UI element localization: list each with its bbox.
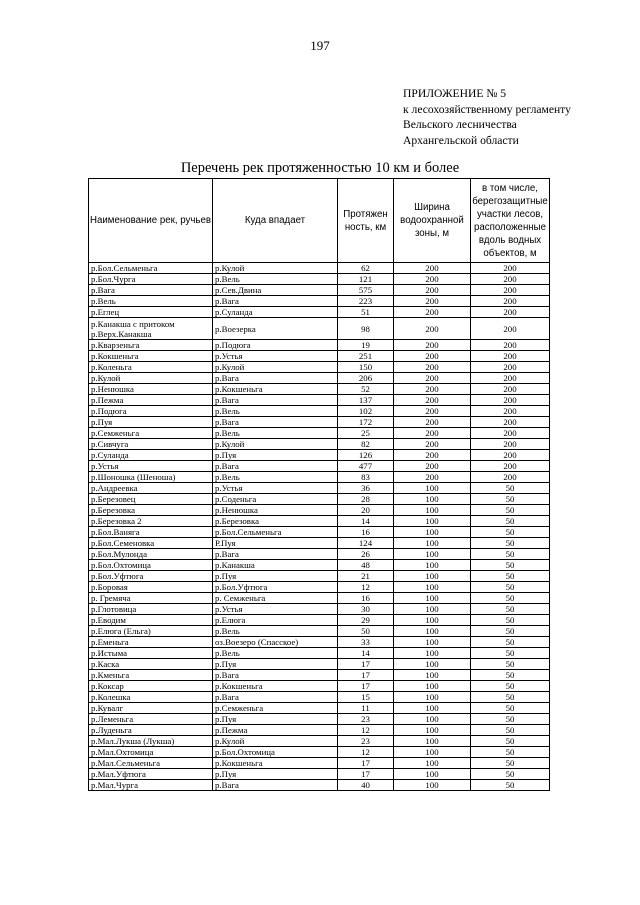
zone-width-cell: 100 bbox=[394, 538, 471, 549]
river-name-cell: р.Вага bbox=[89, 285, 213, 296]
length-cell: 12 bbox=[338, 582, 394, 593]
flows-into-cell: р.Вага bbox=[213, 461, 338, 472]
table-row bbox=[89, 461, 550, 472]
flows-into-cell: р.Вага bbox=[213, 692, 338, 703]
length-cell: 172 bbox=[338, 417, 394, 428]
shore-width-cell: 50 bbox=[471, 736, 550, 747]
flows-into-cell: р.Вель bbox=[213, 428, 338, 439]
flows-into-cell: р.Елюга bbox=[213, 615, 338, 626]
length-cell: 25 bbox=[338, 428, 394, 439]
zone-width-cell: 200 bbox=[394, 395, 471, 406]
table-row bbox=[89, 483, 550, 494]
length-cell: 12 bbox=[338, 725, 394, 736]
table-row bbox=[89, 626, 550, 637]
river-name-cell: р.Ненюшка bbox=[89, 384, 213, 395]
length-cell: 12 bbox=[338, 747, 394, 758]
river-name-cell: р.Истыма bbox=[89, 648, 213, 659]
table-row bbox=[89, 296, 550, 307]
table-row bbox=[89, 538, 550, 549]
river-name-cell: р.Елюга (Ельга) bbox=[89, 626, 213, 637]
flows-into-cell: р.Кокшеньга bbox=[213, 758, 338, 769]
table-row bbox=[89, 692, 550, 703]
flows-into-cell: р. Семженьга bbox=[213, 593, 338, 604]
flows-into-cell: р.Березовка bbox=[213, 516, 338, 527]
length-cell: 14 bbox=[338, 648, 394, 659]
shore-width-cell: 50 bbox=[471, 648, 550, 659]
river-name-cell: р. Гремяча bbox=[89, 593, 213, 604]
shore-width-cell: 50 bbox=[471, 527, 550, 538]
length-cell: 575 bbox=[338, 285, 394, 296]
shore-width-cell: 50 bbox=[471, 714, 550, 725]
length-cell: 17 bbox=[338, 681, 394, 692]
length-cell: 40 bbox=[338, 780, 394, 791]
flows-into-cell: р.Вель bbox=[213, 472, 338, 483]
shore-width-cell: 200 bbox=[471, 439, 550, 450]
zone-width-cell: 100 bbox=[394, 582, 471, 593]
table-row bbox=[89, 582, 550, 593]
zone-width-cell: 100 bbox=[394, 670, 471, 681]
flows-into-cell: р.Пежма bbox=[213, 725, 338, 736]
zone-width-cell: 100 bbox=[394, 659, 471, 670]
length-cell: 121 bbox=[338, 274, 394, 285]
length-cell: 33 bbox=[338, 637, 394, 648]
river-name-cell: р.Подюга bbox=[89, 406, 213, 417]
shore-width-cell: 200 bbox=[471, 340, 550, 351]
river-name-cell: р.Колешка bbox=[89, 692, 213, 703]
table-row bbox=[89, 604, 550, 615]
table-row bbox=[89, 351, 550, 362]
flows-into-cell: р.Кокшеньга bbox=[213, 384, 338, 395]
flows-into-cell: р.Вель bbox=[213, 626, 338, 637]
zone-width-cell: 200 bbox=[394, 428, 471, 439]
length-cell: 20 bbox=[338, 505, 394, 516]
table-row bbox=[89, 274, 550, 285]
shore-width-cell: 50 bbox=[471, 681, 550, 692]
length-cell: 206 bbox=[338, 373, 394, 384]
table-row bbox=[89, 494, 550, 505]
header-river-name: Наименование рек, ручьев bbox=[89, 179, 213, 263]
zone-width-cell: 200 bbox=[394, 461, 471, 472]
flows-into-cell: р.Кокшеньга bbox=[213, 681, 338, 692]
flows-into-cell: р.Кулой bbox=[213, 362, 338, 373]
shore-width-cell: 200 bbox=[471, 318, 550, 340]
table-row bbox=[89, 659, 550, 670]
river-name-cell: р.Пежма bbox=[89, 395, 213, 406]
river-name-cell: р.Еглец bbox=[89, 307, 213, 318]
river-name-cell: р.Кокшеньга bbox=[89, 351, 213, 362]
river-name-cell: р.Бол.Охтомица bbox=[89, 560, 213, 571]
river-name-cell: р.Леменьга bbox=[89, 714, 213, 725]
table-row bbox=[89, 560, 550, 571]
length-cell: 50 bbox=[338, 626, 394, 637]
length-cell: 23 bbox=[338, 714, 394, 725]
zone-width-cell: 100 bbox=[394, 483, 471, 494]
flows-into-cell: р.Семженьга bbox=[213, 703, 338, 714]
table-row bbox=[89, 648, 550, 659]
table-row bbox=[89, 428, 550, 439]
flows-into-cell: р.Кулой bbox=[213, 439, 338, 450]
river-name-cell: р.Вель bbox=[89, 296, 213, 307]
length-cell: 17 bbox=[338, 659, 394, 670]
river-name-cell: р.Бол.Мулонда bbox=[89, 549, 213, 560]
flows-into-cell: р.Бол.Сельменьга bbox=[213, 527, 338, 538]
table-row bbox=[89, 714, 550, 725]
flows-into-cell: р.Вага bbox=[213, 373, 338, 384]
length-cell: 28 bbox=[338, 494, 394, 505]
flows-into-cell: р.Бол.Охтомица bbox=[213, 747, 338, 758]
zone-width-cell: 100 bbox=[394, 681, 471, 692]
zone-width-cell: 200 bbox=[394, 373, 471, 384]
flows-into-cell: р.Устья bbox=[213, 483, 338, 494]
table-row bbox=[89, 780, 550, 791]
shore-width-cell: 200 bbox=[471, 450, 550, 461]
table-row bbox=[89, 307, 550, 318]
table-row bbox=[89, 637, 550, 648]
length-cell: 17 bbox=[338, 670, 394, 681]
shore-width-cell: 200 bbox=[471, 384, 550, 395]
shore-width-cell: 200 bbox=[471, 395, 550, 406]
length-cell: 23 bbox=[338, 736, 394, 747]
shore-width-cell: 200 bbox=[471, 296, 550, 307]
table-row bbox=[89, 450, 550, 461]
river-name-cell: р.Березовка bbox=[89, 505, 213, 516]
shore-width-cell: 200 bbox=[471, 307, 550, 318]
shore-width-cell: 50 bbox=[471, 615, 550, 626]
table-row bbox=[89, 769, 550, 780]
river-name-cell: р.Глотовица bbox=[89, 604, 213, 615]
flows-into-cell: р.Сев.Двина bbox=[213, 285, 338, 296]
zone-width-cell: 100 bbox=[394, 549, 471, 560]
shore-width-cell: 50 bbox=[471, 549, 550, 560]
shore-width-cell: 50 bbox=[471, 582, 550, 593]
river-name-cell: р.Канакша с притоком р.Верх.Канакша bbox=[89, 318, 213, 340]
table-row bbox=[89, 527, 550, 538]
zone-width-cell: 200 bbox=[394, 384, 471, 395]
length-cell: 62 bbox=[338, 263, 394, 274]
table-body bbox=[89, 263, 550, 791]
river-name-cell: р.Бол.Чурга bbox=[89, 274, 213, 285]
shore-width-cell: 50 bbox=[471, 604, 550, 615]
table-row bbox=[89, 736, 550, 747]
zone-width-cell: 100 bbox=[394, 769, 471, 780]
length-cell: 21 bbox=[338, 571, 394, 582]
river-name-cell: р.Мал.Чурга bbox=[89, 780, 213, 791]
table-row bbox=[89, 362, 550, 373]
zone-width-cell: 100 bbox=[394, 527, 471, 538]
length-cell: 98 bbox=[338, 318, 394, 340]
length-cell: 17 bbox=[338, 769, 394, 780]
flows-into-cell: р.Бол.Уфтюга bbox=[213, 582, 338, 593]
shore-width-cell: 50 bbox=[471, 637, 550, 648]
table-row bbox=[89, 516, 550, 527]
table-row bbox=[89, 373, 550, 384]
flows-into-cell: р.Подюга bbox=[213, 340, 338, 351]
river-name-cell: р.Мал.Сельменьга bbox=[89, 758, 213, 769]
shore-width-cell: 50 bbox=[471, 516, 550, 527]
shore-width-cell: 50 bbox=[471, 571, 550, 582]
zone-width-cell: 100 bbox=[394, 747, 471, 758]
zone-width-cell: 100 bbox=[394, 692, 471, 703]
flows-into-cell: р.Устья bbox=[213, 604, 338, 615]
table-title: Перечень рек протяженностью 10 км и более bbox=[180, 160, 460, 176]
table-row bbox=[89, 285, 550, 296]
zone-width-cell: 100 bbox=[394, 604, 471, 615]
flows-into-cell: р.Ненюшка bbox=[213, 505, 338, 516]
page-number: 197 bbox=[310, 38, 330, 53]
shore-width-cell: 200 bbox=[471, 428, 550, 439]
river-name-cell: р.Сивчуга bbox=[89, 439, 213, 450]
shore-width-cell: 50 bbox=[471, 725, 550, 736]
table-row bbox=[89, 439, 550, 450]
length-cell: 251 bbox=[338, 351, 394, 362]
shore-width-cell: 200 bbox=[471, 406, 550, 417]
flows-into-cell: р.Кулой bbox=[213, 263, 338, 274]
length-cell: 16 bbox=[338, 527, 394, 538]
table-row bbox=[89, 615, 550, 626]
flows-into-cell: р.Пуя bbox=[213, 769, 338, 780]
flows-into-cell: р.Пуя bbox=[213, 450, 338, 461]
zone-width-cell: 100 bbox=[394, 725, 471, 736]
shore-width-cell: 50 bbox=[471, 483, 550, 494]
flows-into-cell: р.Вага bbox=[213, 395, 338, 406]
zone-width-cell: 200 bbox=[394, 351, 471, 362]
length-cell: 26 bbox=[338, 549, 394, 560]
length-cell: 126 bbox=[338, 450, 394, 461]
shore-width-cell: 50 bbox=[471, 692, 550, 703]
length-cell: 82 bbox=[338, 439, 394, 450]
table-row bbox=[89, 670, 550, 681]
river-name-cell: р.Коленьга bbox=[89, 362, 213, 373]
length-cell: 124 bbox=[338, 538, 394, 549]
zone-width-cell: 100 bbox=[394, 637, 471, 648]
table-row bbox=[89, 549, 550, 560]
river-name-cell: р.Кувалг bbox=[89, 703, 213, 714]
appendix-line: Вельского лесничества bbox=[403, 118, 517, 132]
zone-width-cell: 200 bbox=[394, 296, 471, 307]
flows-into-cell: р.Канакша bbox=[213, 560, 338, 571]
river-name-cell: р.Кулой bbox=[89, 373, 213, 384]
shore-width-cell: 50 bbox=[471, 494, 550, 505]
zone-width-cell: 100 bbox=[394, 626, 471, 637]
river-name-cell: р.Еводим bbox=[89, 615, 213, 626]
shore-width-cell: 50 bbox=[471, 626, 550, 637]
zone-width-cell: 100 bbox=[394, 736, 471, 747]
table-row bbox=[89, 340, 550, 351]
length-cell: 150 bbox=[338, 362, 394, 373]
river-name-cell: р.Семженьга bbox=[89, 428, 213, 439]
shore-width-cell: 200 bbox=[471, 263, 550, 274]
river-name-cell: р.Березовка 2 bbox=[89, 516, 213, 527]
river-name-cell: р.Луденьга bbox=[89, 725, 213, 736]
table-row bbox=[89, 703, 550, 714]
river-name-cell: р.Березовец bbox=[89, 494, 213, 505]
table-row bbox=[89, 593, 550, 604]
shore-width-cell: 200 bbox=[471, 362, 550, 373]
flows-into-cell: р.Вага bbox=[213, 670, 338, 681]
table-row bbox=[89, 384, 550, 395]
table-row bbox=[89, 571, 550, 582]
river-name-cell: р.Пуя bbox=[89, 417, 213, 428]
zone-width-cell: 200 bbox=[394, 340, 471, 351]
zone-width-cell: 200 bbox=[394, 362, 471, 373]
shore-width-cell: 200 bbox=[471, 472, 550, 483]
length-cell: 477 bbox=[338, 461, 394, 472]
flows-into-cell: р.Пуя bbox=[213, 714, 338, 725]
zone-width-cell: 100 bbox=[394, 505, 471, 516]
zone-width-cell: 200 bbox=[394, 307, 471, 318]
shore-width-cell: 50 bbox=[471, 593, 550, 604]
length-cell: 16 bbox=[338, 593, 394, 604]
flows-into-cell: р.Устья bbox=[213, 351, 338, 362]
shore-width-cell: 50 bbox=[471, 703, 550, 714]
zone-width-cell: 200 bbox=[394, 450, 471, 461]
table-row bbox=[89, 725, 550, 736]
header-shore-protection-width: в том числе, берегозащитные участки лесов, расположенные вдоль водных объектов, м bbox=[471, 179, 550, 263]
zone-width-cell: 200 bbox=[394, 406, 471, 417]
zone-width-cell: 100 bbox=[394, 714, 471, 725]
shore-width-cell: 200 bbox=[471, 373, 550, 384]
zone-width-cell: 100 bbox=[394, 516, 471, 527]
length-cell: 14 bbox=[338, 516, 394, 527]
zone-width-cell: 100 bbox=[394, 593, 471, 604]
shore-width-cell: 50 bbox=[471, 780, 550, 791]
length-cell: 30 bbox=[338, 604, 394, 615]
zone-width-cell: 100 bbox=[394, 560, 471, 571]
shore-width-cell: 50 bbox=[471, 505, 550, 516]
flows-into-cell: р.Пуя bbox=[213, 571, 338, 582]
flows-into-cell: р.Вага bbox=[213, 549, 338, 560]
appendix-line: Архангельской области bbox=[403, 133, 519, 147]
flows-into-cell: р.Вель bbox=[213, 274, 338, 285]
flows-into-cell: р.Вага bbox=[213, 296, 338, 307]
river-name-cell: р.Шоношка (Шеноша) bbox=[89, 472, 213, 483]
table-row bbox=[89, 263, 550, 274]
shore-width-cell: 50 bbox=[471, 758, 550, 769]
river-name-cell: р.Боровая bbox=[89, 582, 213, 593]
table-row bbox=[89, 417, 550, 428]
header-length: Протяжен ность, км bbox=[338, 179, 394, 263]
flows-into-cell: р.Соденьга bbox=[213, 494, 338, 505]
appendix-header bbox=[403, 86, 571, 148]
zone-width-cell: 100 bbox=[394, 494, 471, 505]
shore-width-cell: 50 bbox=[471, 659, 550, 670]
rivers-table bbox=[88, 178, 550, 791]
zone-width-cell: 100 bbox=[394, 703, 471, 714]
shore-width-cell: 200 bbox=[471, 417, 550, 428]
river-name-cell: р.Кварзеньга bbox=[89, 340, 213, 351]
table-row bbox=[89, 318, 550, 340]
table-header-row bbox=[89, 179, 550, 263]
river-name-cell: р.Кменьга bbox=[89, 670, 213, 681]
shore-width-cell: 50 bbox=[471, 769, 550, 780]
length-cell: 223 bbox=[338, 296, 394, 307]
appendix-title: ПРИЛОЖЕНИЕ № 5 bbox=[403, 87, 507, 100]
river-name-cell: р.Бол.Уфтюга bbox=[89, 571, 213, 582]
header-water-protection-zone-width: Ширина водоохранной зоны, м bbox=[394, 179, 471, 263]
length-cell: 52 bbox=[338, 384, 394, 395]
table-row bbox=[89, 758, 550, 769]
river-name-cell: р.Еменьга bbox=[89, 637, 213, 648]
flows-into-cell: р.Кулой bbox=[213, 736, 338, 747]
flows-into-cell: р.Вага bbox=[213, 417, 338, 428]
zone-width-cell: 200 bbox=[394, 285, 471, 296]
flows-into-cell: р.Вель bbox=[213, 406, 338, 417]
zone-width-cell: 100 bbox=[394, 780, 471, 791]
shore-width-cell: 200 bbox=[471, 461, 550, 472]
zone-width-cell: 200 bbox=[394, 417, 471, 428]
river-name-cell: р.Каска bbox=[89, 659, 213, 670]
zone-width-cell: 200 bbox=[394, 439, 471, 450]
length-cell: 19 bbox=[338, 340, 394, 351]
length-cell: 48 bbox=[338, 560, 394, 571]
river-name-cell: р.Бол.Семеновка bbox=[89, 538, 213, 549]
header-flows-into: Куда впадает bbox=[213, 179, 338, 263]
river-name-cell: р.Бол.Сельменьга bbox=[89, 263, 213, 274]
length-cell: 29 bbox=[338, 615, 394, 626]
table-row bbox=[89, 747, 550, 758]
table-row bbox=[89, 406, 550, 417]
river-name-cell: р.Коксар bbox=[89, 681, 213, 692]
length-cell: 11 bbox=[338, 703, 394, 714]
shore-width-cell: 200 bbox=[471, 274, 550, 285]
length-cell: 36 bbox=[338, 483, 394, 494]
river-name-cell: р.Суланда bbox=[89, 450, 213, 461]
shore-width-cell: 200 bbox=[471, 351, 550, 362]
river-name-cell: р.Мал.Охтомица bbox=[89, 747, 213, 758]
river-name-cell: р.Мал.Уфтюга bbox=[89, 769, 213, 780]
river-name-cell: р.Устья bbox=[89, 461, 213, 472]
zone-width-cell: 200 bbox=[394, 472, 471, 483]
river-name-cell: р.Андреевка bbox=[89, 483, 213, 494]
zone-width-cell: 100 bbox=[394, 648, 471, 659]
table-row bbox=[89, 472, 550, 483]
river-name-cell: р.Бол.Ваняга bbox=[89, 527, 213, 538]
table-row bbox=[89, 505, 550, 516]
flows-into-cell: р.Вель bbox=[213, 648, 338, 659]
flows-into-cell: р.Воезерка bbox=[213, 318, 338, 340]
river-name-cell: р.Мал.Лукша (Лукша) bbox=[89, 736, 213, 747]
shore-width-cell: 50 bbox=[471, 560, 550, 571]
zone-width-cell: 200 bbox=[394, 263, 471, 274]
shore-width-cell: 50 bbox=[471, 747, 550, 758]
flows-into-cell: р.Вага bbox=[213, 780, 338, 791]
flows-into-cell: Р.Пуя bbox=[213, 538, 338, 549]
appendix-line: к лесохозяйственному регламенту bbox=[403, 102, 571, 116]
flows-into-cell: оз.Воезеро (Спасское) bbox=[213, 637, 338, 648]
zone-width-cell: 100 bbox=[394, 758, 471, 769]
length-cell: 51 bbox=[338, 307, 394, 318]
shore-width-cell: 50 bbox=[471, 538, 550, 549]
flows-into-cell: р.Пуя bbox=[213, 659, 338, 670]
flows-into-cell: р.Суланда bbox=[213, 307, 338, 318]
table-row bbox=[89, 681, 550, 692]
shore-width-cell: 50 bbox=[471, 670, 550, 681]
zone-width-cell: 100 bbox=[394, 571, 471, 582]
length-cell: 137 bbox=[338, 395, 394, 406]
zone-width-cell: 200 bbox=[394, 274, 471, 285]
length-cell: 15 bbox=[338, 692, 394, 703]
length-cell: 17 bbox=[338, 758, 394, 769]
length-cell: 102 bbox=[338, 406, 394, 417]
shore-width-cell: 200 bbox=[471, 285, 550, 296]
table-row bbox=[89, 395, 550, 406]
length-cell: 83 bbox=[338, 472, 394, 483]
zone-width-cell: 100 bbox=[394, 615, 471, 626]
zone-width-cell: 200 bbox=[394, 318, 471, 340]
